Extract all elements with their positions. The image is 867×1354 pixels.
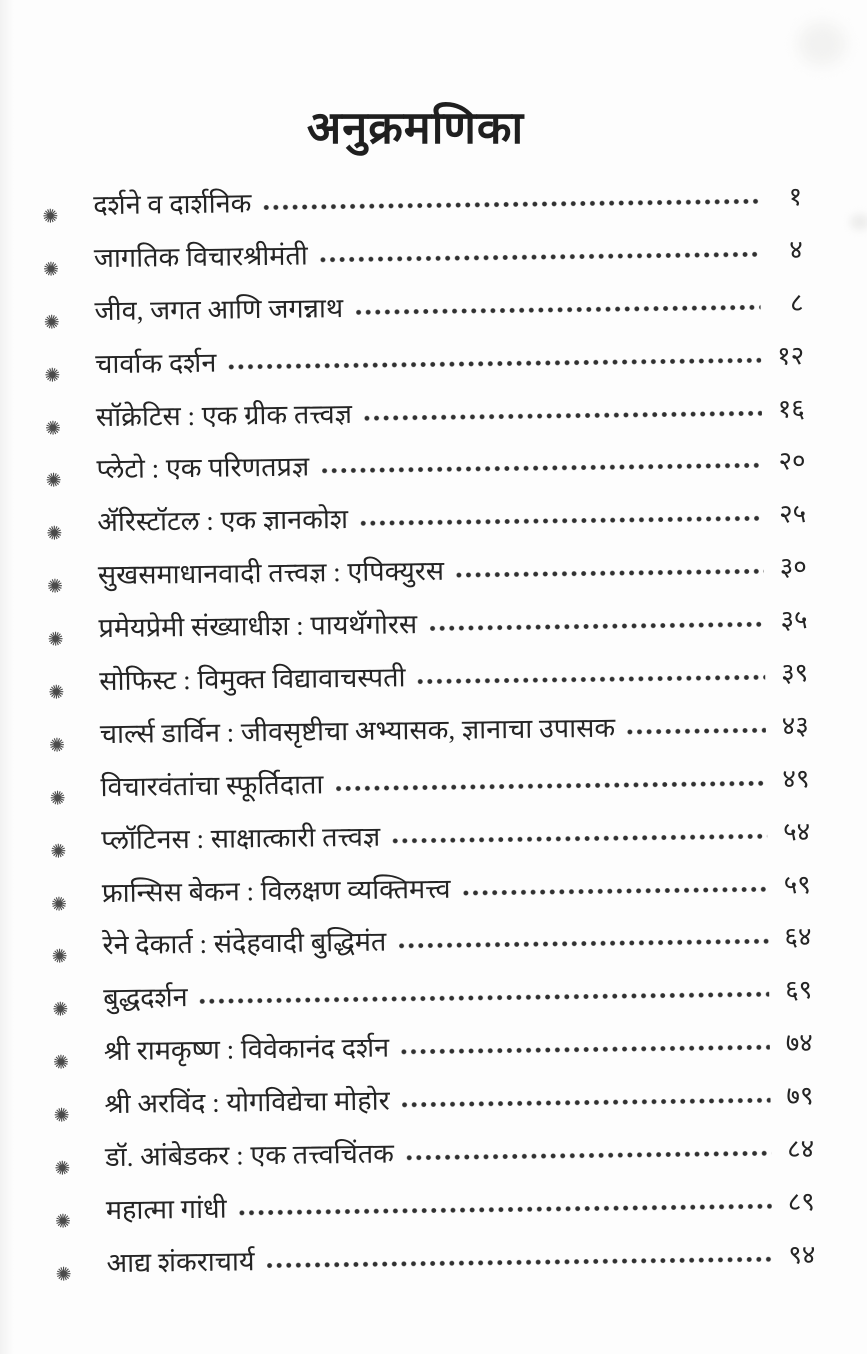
flower-bullet-icon: ✺	[50, 840, 67, 863]
toc-entry-page-number: ३९	[780, 658, 809, 688]
toc-entry-title: फ्रान्सिस बेकन : विलक्षण व्यक्तिमत्त्व	[101, 873, 451, 908]
toc-entry-title: श्री अरविंद : योगविद्येचा मोहोर	[104, 1085, 390, 1120]
toc-entry	[41, 340, 805, 402]
flower-bullet-icon: ✺	[44, 364, 61, 387]
toc-entry	[43, 499, 807, 561]
flower-bullet-icon: ✺	[52, 998, 69, 1022]
scan-edge-shading	[0, 0, 14, 1354]
dotted-leader	[354, 303, 760, 317]
flower-bullet-icon: ✺	[54, 1210, 72, 1233]
dotted-leader	[238, 1202, 772, 1218]
flower-bullet-icon: ✺	[44, 417, 62, 440]
toc-entry-page-number: १२	[776, 340, 805, 371]
flower-bullet-icon: ✺	[51, 945, 68, 969]
toc-entry-page-number: ८	[789, 288, 804, 318]
toc-entry-title: सॉक्रेटिस : एक ग्रीक तत्त्वज्ञ	[95, 398, 353, 432]
toc-entry-title: रेने देकार्त : संदेहवादी बुद्धिमंत	[102, 927, 387, 961]
toc-entry-page-number: ९४	[788, 1239, 816, 1270]
dotted-leader	[262, 197, 759, 212]
toc-entry-page-number: ४९	[782, 764, 810, 794]
dotted-leader	[319, 250, 760, 265]
toc-entry-title: महात्मा गांधी	[105, 1193, 227, 1225]
toc-entry-title: आद्य शंकराचार्य	[106, 1246, 255, 1278]
dotted-leader	[405, 1149, 771, 1163]
dotted-leader	[428, 620, 764, 633]
toc-entry	[48, 922, 812, 984]
toc-entry-page-number: ८४	[786, 1134, 815, 1164]
toc-entry	[44, 551, 808, 613]
dotted-leader	[363, 408, 762, 422]
toc-entry-title: विचारवंतांचा स्फूर्तिदाता	[100, 769, 324, 802]
toc-entry-page-number: ४	[789, 235, 804, 265]
dotted-leader	[397, 937, 768, 951]
toc-entry-title: चार्ल्स डार्विन : जीवसृष्टीचा अभ्यासक, ज्ञानाचा उपासक	[99, 712, 616, 750]
toc-list	[39, 181, 816, 1301]
toc-entry	[49, 975, 813, 1037]
toc-entry-page-number: २०	[778, 446, 806, 477]
toc-entry	[40, 287, 804, 349]
toc-entry	[50, 1027, 814, 1089]
toc-entry-page-number: ६४	[784, 922, 812, 952]
toc-entry-page-number: ४३	[781, 711, 810, 741]
dotted-leader	[320, 461, 762, 476]
toc-entry	[39, 181, 803, 243]
toc-entry-page-number: ३०	[779, 552, 808, 582]
toc-entry-page-number: १	[788, 182, 803, 212]
toc-entry	[52, 1239, 816, 1301]
toc-entry-title: चार्वाक दर्शन	[95, 347, 217, 379]
toc-entry-page-number: ७९	[786, 1081, 814, 1111]
dotted-leader	[199, 990, 770, 1006]
flower-bullet-icon: ✺	[52, 1051, 70, 1074]
toc-entry	[47, 816, 811, 878]
toc-entry-title: सोफिस्ट : विमुक्त विद्यावाचस्पती	[99, 662, 406, 697]
flower-bullet-icon: ✺	[53, 1104, 70, 1127]
toc-entry-page-number: ७४	[785, 1028, 814, 1058]
toc-entry-page-number: २५	[778, 499, 807, 529]
toc-entry-title: प्लॉटिनस : साक्षात्कारी तत्त्वज्ञ	[101, 821, 381, 855]
toc-entry	[52, 1186, 816, 1248]
dotted-leader	[417, 673, 766, 686]
dotted-leader	[334, 779, 766, 793]
flower-bullet-icon: ✺	[49, 787, 66, 810]
toc-entry	[46, 710, 810, 772]
flower-bullet-icon: ✺	[43, 311, 60, 334]
flower-bullet-icon: ✺	[48, 734, 66, 757]
flower-bullet-icon: ✺	[48, 681, 65, 704]
dotted-leader	[359, 514, 763, 528]
toc-entry	[44, 604, 808, 666]
toc-entry	[42, 393, 806, 455]
toc-entry-title: ॲरिस्टॉटल : एक ज्ञानकोश	[97, 504, 349, 538]
toc-entry-title: सुखसमाधानवादी तत्त्वज्ञ : एपिक्युरस	[97, 556, 445, 591]
dotted-leader	[391, 831, 767, 845]
toc-entry-title: जीव, जगत आणि जगन्नाथ	[94, 292, 344, 326]
toc-entry-title: जागतिक विचारश्रीमंती	[93, 240, 308, 274]
toc-entry	[50, 1080, 814, 1142]
toc-entry-page-number: ८९	[787, 1187, 815, 1217]
dotted-leader	[626, 726, 766, 737]
flower-bullet-icon: ✺	[42, 205, 59, 228]
toc-entry-title: प्लेटो : एक परिणतप्रज्ञ	[96, 451, 310, 485]
scan-artifact	[850, 214, 867, 230]
toc-entry-title: श्री रामकृष्ण : विवेकानंद दर्शन	[103, 1032, 390, 1067]
toc-entry-page-number: ६९	[784, 975, 813, 1005]
dotted-leader	[455, 567, 764, 580]
toc-entry-page-number: १६	[777, 393, 806, 424]
toc-entry	[46, 763, 810, 825]
toc-entry	[48, 869, 812, 931]
flower-bullet-icon: ✺	[45, 469, 62, 493]
flower-bullet-icon: ✺	[46, 522, 63, 546]
toc-entry-title: प्रमेयप्रेमी संख्याधीश : पायथॅगोरस	[98, 609, 418, 644]
toc-entry	[42, 446, 806, 508]
toc-entry	[40, 234, 804, 296]
toc-entry-title: डॉ. आंबेडकर : एक तत्त्वचिंतक	[105, 1138, 395, 1173]
toc-entry	[51, 1133, 815, 1195]
dotted-leader	[401, 1096, 771, 1110]
dotted-leader	[266, 1255, 773, 1270]
toc-entry	[45, 657, 809, 719]
flower-bullet-icon: ✺	[54, 1157, 71, 1180]
flower-bullet-icon: ✺	[50, 893, 68, 916]
flower-bullet-icon: ✺	[47, 628, 64, 651]
dotted-leader	[400, 1043, 770, 1057]
toc-entry-title: दर्शने व दार्शनिक	[93, 188, 252, 221]
dotted-leader	[227, 355, 761, 371]
flower-bullet-icon: ✺	[46, 575, 64, 598]
toc-entry-page-number: ३५	[780, 605, 808, 635]
toc-entry-page-number: ५९	[783, 869, 812, 900]
dotted-leader	[462, 884, 768, 897]
page-title: अनुक्रमणिका	[306, 103, 525, 153]
flower-bullet-icon: ✺	[42, 258, 60, 281]
toc-entry-title: बुद्धदर्शन	[103, 982, 188, 1014]
flower-bullet-icon: ✺	[55, 1263, 72, 1286]
scan-artifact	[798, 22, 846, 66]
toc-entry-page-number: ५४	[782, 816, 811, 847]
